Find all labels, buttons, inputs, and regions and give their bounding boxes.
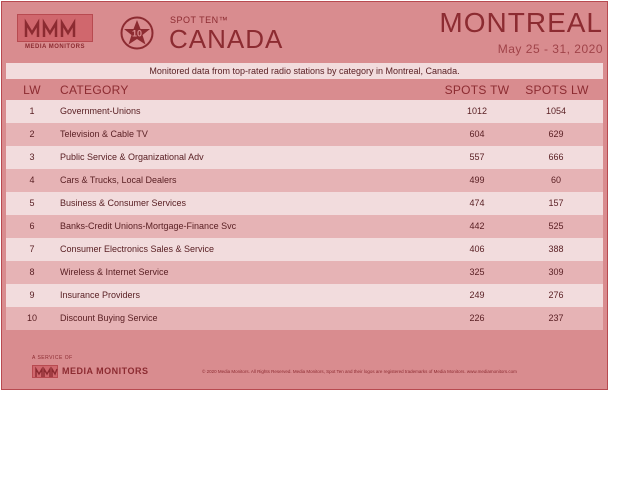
row-lw: 9: [29, 290, 35, 300]
row-category: Wireless & Internet Service: [60, 267, 169, 277]
row-spots-lw: 237: [548, 313, 564, 323]
table-row: [6, 146, 603, 169]
row-lw: 4: [29, 175, 35, 185]
row-spots-lw: 525: [548, 221, 564, 231]
row-spots-lw: 60: [550, 175, 561, 185]
row-spots-tw: 499: [469, 175, 485, 185]
report-header: [2, 2, 607, 62]
row-category: Consumer Electronics Sales & Service: [60, 244, 215, 254]
row-spots-tw: 557: [469, 152, 485, 162]
spot-ten-star-icon: [120, 16, 154, 50]
star-number: 10: [131, 28, 143, 39]
table-row: [6, 192, 603, 215]
row-spots-tw: 325: [469, 267, 485, 277]
table-body: [6, 100, 603, 330]
table-row: [6, 123, 603, 146]
copyright-text: © 2020 Media Monitors. All Rights Reserved. Media Monitors, Spot Ten and their logos are registered trademarks of Media Monitors. www.mediamonitors.com: [202, 369, 517, 374]
row-lw: 6: [29, 221, 35, 231]
col-category: CATEGORY: [60, 83, 129, 97]
row-category: Public Service & Organizational Adv: [60, 152, 204, 162]
col-spots-tw: SPOTS TW: [444, 83, 510, 97]
row-category: Cars & Trucks, Local Dealers: [60, 175, 177, 185]
country-title: CANADA: [169, 24, 284, 54]
footer-waveform-icon: [33, 366, 59, 379]
row-lw: 1: [29, 106, 35, 116]
row-spots-lw: 629: [548, 129, 564, 139]
waveform-icon: [18, 15, 94, 43]
row-category: Banks-Credit Unions-Mortgage-Finance Svc: [60, 221, 237, 231]
col-lw: LW: [23, 83, 41, 97]
table-row: [6, 284, 603, 307]
table-row: [6, 307, 603, 330]
logo-mark: [17, 14, 93, 42]
row-spots-tw: 604: [469, 129, 485, 139]
row-spots-tw: 226: [469, 313, 485, 323]
footer-logo-mark: [32, 365, 58, 378]
row-spots-tw: 249: [469, 290, 485, 300]
row-spots-lw: 1054: [545, 106, 567, 116]
service-label: A SERVICE OF: [32, 355, 73, 361]
table-row: [6, 215, 603, 238]
table-row: [6, 261, 603, 284]
row-lw: 7: [29, 244, 35, 254]
spot-ten-label: SPOT TEN™: [170, 15, 229, 25]
table-header: [6, 80, 603, 100]
row-spots-tw: 1012: [466, 106, 488, 116]
row-spots-lw: 309: [548, 267, 564, 277]
footer-logo: [32, 365, 162, 379]
report-footer: [2, 347, 607, 389]
row-category: Insurance Providers: [60, 290, 141, 300]
row-spots-lw: 276: [548, 290, 564, 300]
row-lw: 8: [29, 267, 35, 277]
row-lw: 3: [29, 152, 35, 162]
row-category: Government-Unions: [60, 106, 141, 116]
date-range: May 25 - 31, 2020: [497, 42, 603, 56]
row-lw: 10: [26, 313, 37, 323]
col-spots-lw: SPOTS LW: [525, 83, 589, 97]
report-card: [1, 1, 608, 390]
table-row: [6, 169, 603, 192]
media-monitors-logo: [17, 14, 93, 52]
row-spots-lw: 157: [548, 198, 564, 208]
row-spots-tw: 474: [469, 198, 485, 208]
row-spots-tw: 406: [469, 244, 485, 254]
row-category: Discount Buying Service: [60, 313, 158, 323]
row-category: Business & Consumer Services: [60, 198, 187, 208]
row-lw: 5: [29, 198, 35, 208]
row-category: Television & Cable TV: [60, 129, 148, 139]
footer-brand-name: MEDIA MONITORS: [62, 366, 149, 376]
report-subtitle: Monitored data from top-rated radio stations by category in Montreal, Canada.: [6, 63, 603, 79]
table-row: [6, 238, 603, 261]
city-title: MONTREAL: [439, 7, 603, 38]
row-spots-lw: 666: [548, 152, 564, 162]
row-lw: 2: [29, 129, 35, 139]
row-spots-tw: 442: [469, 221, 485, 231]
row-spots-lw: 388: [548, 244, 564, 254]
table-row: [6, 100, 603, 123]
logo-text: MEDIA MONITORS: [24, 44, 85, 50]
